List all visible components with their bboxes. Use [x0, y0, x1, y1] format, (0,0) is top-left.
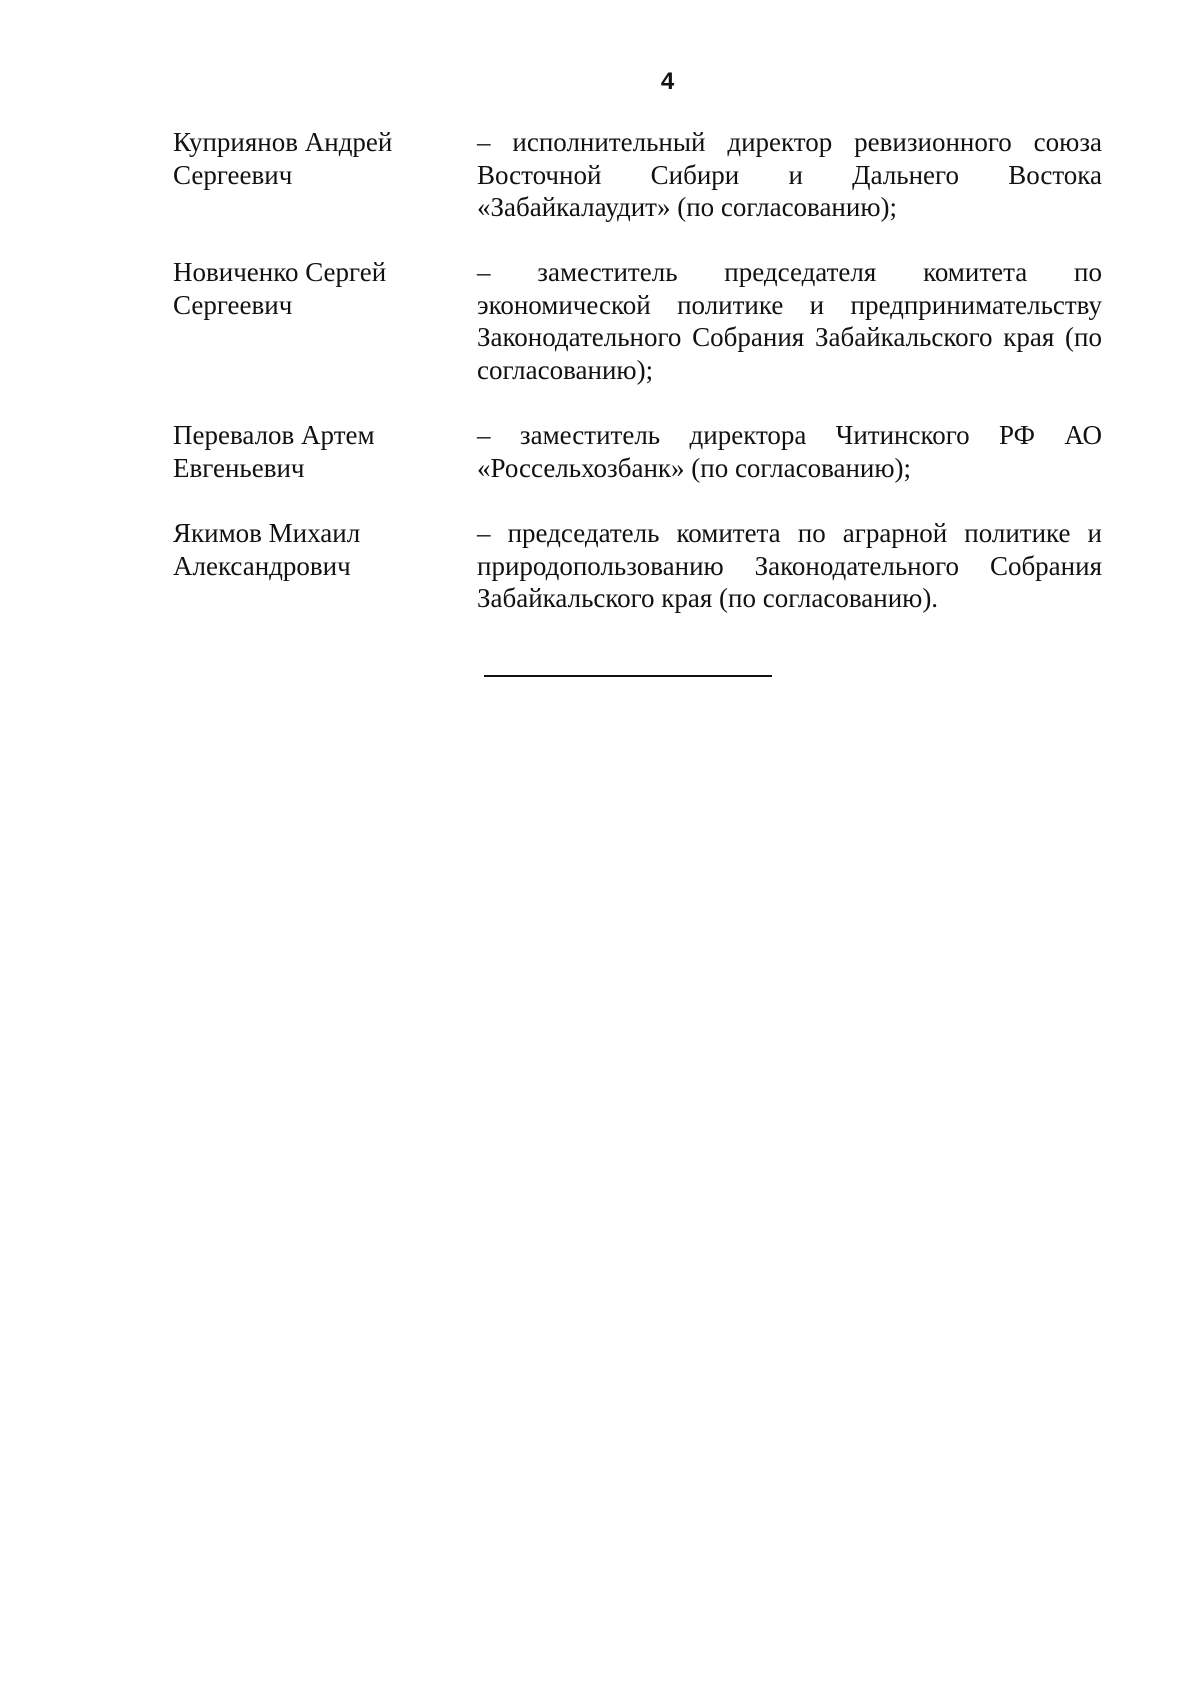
member-name-line1: Перевалов Артем [173, 420, 375, 450]
member-name-line2: Сергеевич [173, 289, 293, 320]
member-name-line2: Сергеевич [173, 159, 293, 190]
member-name [173, 126, 443, 191]
member-role: – исполнительный директор ревизионного союза Восточной Сибири и Дальнего Востока «Забайкалаудит» (по согласованию); [477, 127, 1102, 222]
page-number: 4 [660, 68, 675, 95]
member-name-line1: Куприянов Андрей [173, 127, 393, 157]
member-role: – заместитель председателя комитета по экономической политике и предпринимательству Законодательного Собрания Забайкальского края (по согласованию); [477, 257, 1102, 385]
member-name [173, 256, 443, 321]
member-name-line1: Якимов Михаил [173, 518, 361, 548]
member-role: – председатель комитета по аграрной политике и природопользованию Законодательного Собрания Забайкальского края (по согласованию). [477, 518, 1102, 613]
member-name [173, 419, 443, 484]
end-of-list-rule [484, 675, 772, 677]
member-name-line1: Новиченко Сергей [173, 257, 387, 287]
member-name-line2: Евгеньевич [173, 452, 305, 483]
member-name-line2: Александрович [173, 550, 351, 581]
member-name [173, 517, 443, 582]
member-role: – заместитель директора Читинского РФ АО «Россельхозбанк» (по согласованию); [477, 420, 1102, 483]
